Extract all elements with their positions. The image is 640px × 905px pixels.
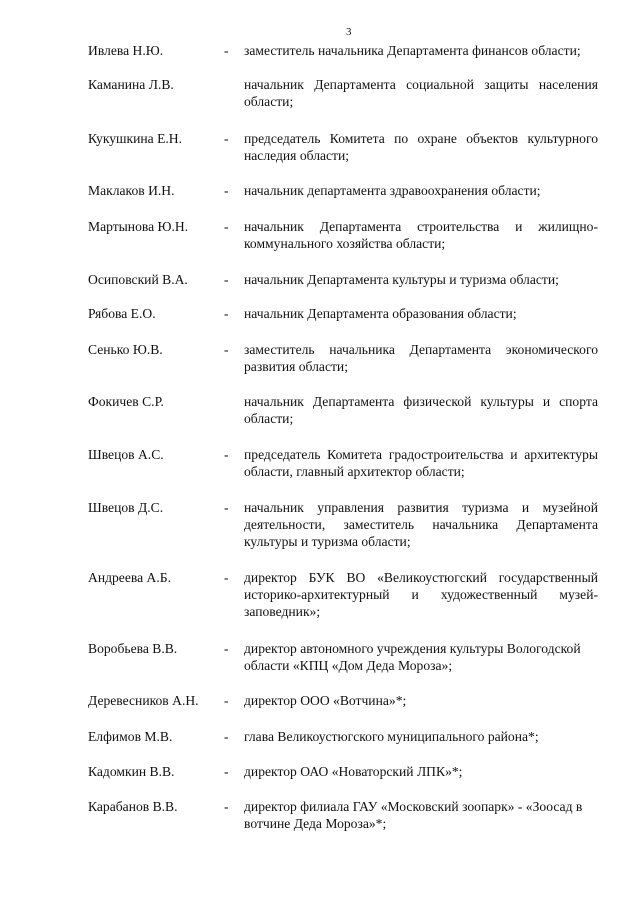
person-name: Елфимов М.В. — [88, 729, 173, 744]
dash-separator: - — [224, 729, 229, 744]
position-description: директор филиала ГАУ «Московский зоопарк» - «Зоосад в вотчине Деда Мороза»*; — [244, 799, 583, 831]
position-description: директор ОАО «Новаторский ЛПК»*; — [244, 764, 463, 779]
person-name: Карабанов В.В. — [88, 799, 178, 814]
dash-separator: - — [224, 131, 229, 146]
page-number: 3 — [346, 26, 352, 38]
dash-separator: - — [224, 570, 229, 585]
position-description: директор ООО «Вотчина»*; — [244, 693, 407, 708]
dash-separator: - — [224, 272, 229, 287]
position-description: председатель Комитета градостроительства и архитектуры области, главный архитектор области; — [244, 447, 598, 479]
position-description: начальник Департамента социальной защиты населения области; — [244, 77, 598, 109]
dash-separator: - — [224, 693, 229, 708]
dash-separator: - — [224, 306, 229, 321]
dash-separator: - — [224, 799, 229, 814]
person-name: Андреева А.Б. — [88, 570, 171, 585]
position-description: заместитель начальника Департамента финансов области; — [244, 43, 581, 58]
person-name: Рябова Е.О. — [88, 306, 156, 321]
dash-separator: - — [224, 764, 229, 779]
dash-separator: - — [224, 641, 229, 656]
person-name: Воробьева В.В. — [88, 641, 178, 656]
person-name: Кукушкина Е.Н. — [88, 131, 183, 146]
dash-separator: - — [224, 183, 229, 198]
person-name: Маклаков И.Н. — [88, 183, 175, 198]
position-description: начальник управления развития туризма и музейной деятельности, заместитель начальника Департамента культуры и туризма области; — [244, 500, 598, 549]
person-name: Кадомкин В.В. — [88, 764, 175, 779]
position-description: начальник Департамента культуры и туризма области; — [244, 272, 559, 287]
person-name: Сенько Ю.В. — [88, 342, 163, 357]
person-name: Швецов А.С. — [88, 447, 164, 462]
person-name: Швецов Д.С. — [88, 500, 164, 515]
position-description: председатель Комитета по охране объектов культурного наследия области; — [244, 131, 598, 163]
person-name: Осиповский В.А. — [88, 272, 188, 287]
dash-separator: - — [224, 342, 229, 357]
person-name: Ивлева Н.Ю. — [88, 43, 164, 58]
position-description: начальник Департамента строительства и жилищно-коммунального хозяйства области; — [244, 219, 598, 251]
position-description: директор автономного учреждения культуры Вологодской области «КПЦ «Дом Деда Мороза»; — [244, 641, 581, 673]
position-description: начальник департамента здравоохранения области; — [244, 183, 541, 198]
dash-separator: - — [224, 43, 229, 58]
dash-separator: - — [224, 219, 229, 234]
person-name: Каманина Л.В. — [88, 77, 174, 92]
person-name: Мартынова Ю.Н. — [88, 219, 189, 234]
position-description: директор БУК ВО «Великоустюгский государственный историко-архитектурный и художественный музей-заповедник»; — [244, 570, 598, 619]
position-description: глава Великоустюгского муниципального района*; — [244, 729, 539, 744]
person-name: Фокичев С.Р. — [88, 394, 164, 409]
position-description: заместитель начальника Департамента экономического развития области; — [244, 342, 598, 374]
position-description: начальник Департамента физической культуры и спорта области; — [244, 394, 598, 426]
dash-separator: - — [224, 447, 229, 462]
dash-separator: - — [224, 500, 229, 515]
person-name: Деревесников А.Н. — [88, 693, 199, 708]
position-description: начальник Департамента образования области; — [244, 306, 517, 321]
